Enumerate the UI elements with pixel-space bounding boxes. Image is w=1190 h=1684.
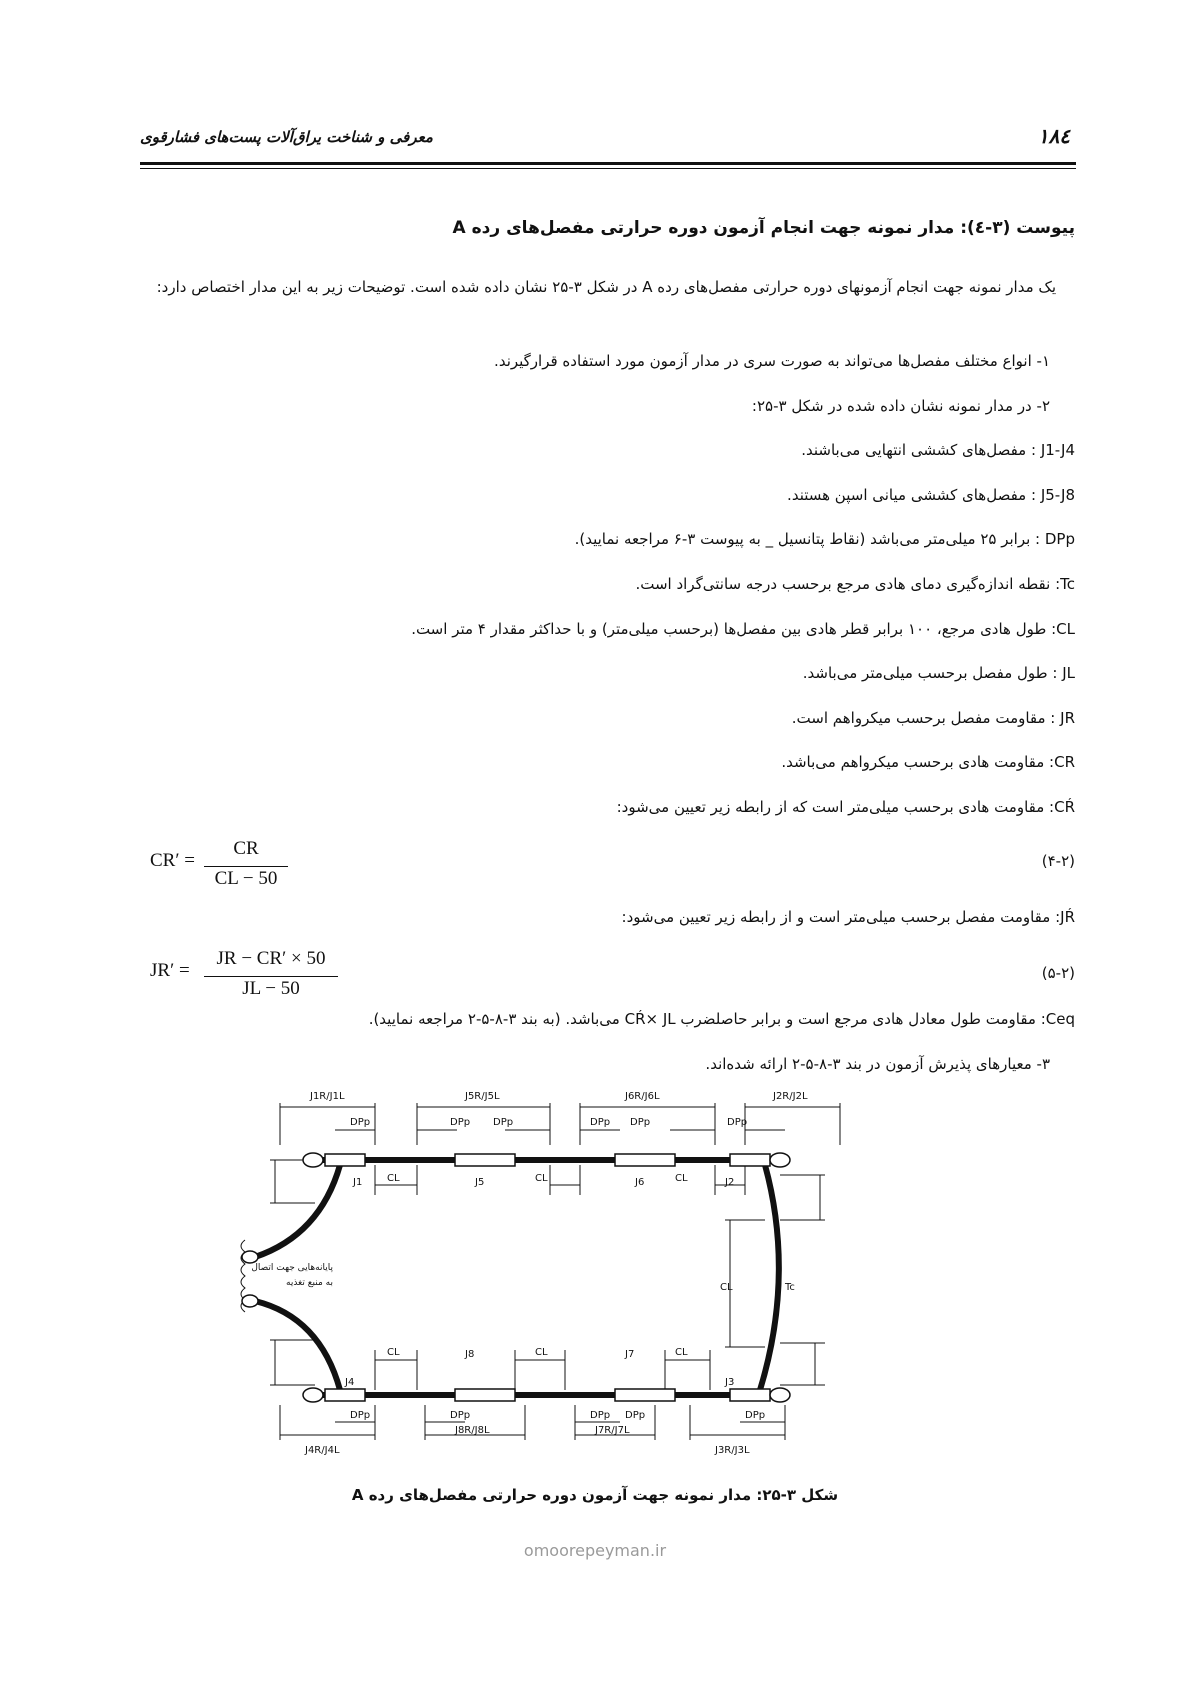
equation-cr-prime (150, 838, 290, 898)
label-cl-vertical: CL (720, 1282, 733, 1293)
eq2-fraction-bar (204, 976, 338, 977)
label-j6r: J6R/J6L (625, 1091, 660, 1102)
label-j7r: J7R/J7L (595, 1425, 630, 1436)
def-ceq: Ceq: مقاومت طول معادل هادی مرجع است و برابر حاصلضرب CŔ× JL می‌باشد. (به بند ۳-۸-۵-۲ مراجعه نمایید). (368, 1010, 1075, 1028)
equation-jr-prime (150, 948, 340, 1008)
def-cr-prime: CŔ: مقاومت هادی برحسب میلی‌متر است که از رابطه زیر تعیین می‌شود: (616, 798, 1075, 816)
label-j5r: J5R/J5L (465, 1091, 500, 1102)
def-cr: CR: مقاومت هادی برحسب میکرواهم می‌باشد. (781, 753, 1075, 771)
label-dpp-6: DPp (727, 1117, 748, 1128)
label-j4: J4 (345, 1377, 355, 1388)
label-dpp-4: DPp (590, 1117, 611, 1128)
eq1-number: (۴-۲) (1041, 852, 1075, 870)
item-3: ۳- معیارهای پذیرش آزمون در بند ۳-۸-۵-۲ ارائه شده‌اند. (705, 1055, 1050, 1073)
label-j4r: J4R/J4L (305, 1445, 340, 1456)
item-1: ۱- انواع مختلف مفصل‌ها می‌تواند به صورت سری در مدار آزمون مورد استفاده قرارگیرند. (494, 352, 1050, 370)
def-jr-prime: JŔ: مقاومت مفصل برحسب میلی‌متر است و از رابطه زیر تعیین می‌شود: (621, 908, 1075, 926)
eq1-lhs: CR′ = (150, 850, 195, 871)
label-j2: J2 (725, 1177, 735, 1188)
label-cl-6: CL (675, 1347, 688, 1358)
def-j5-j8: J5-J8 : مفصل‌های کششی میانی اسپن هستند. (787, 486, 1075, 504)
label-j5: J5 (475, 1177, 485, 1188)
eq2-denominator: JL − 50 (242, 978, 300, 999)
label-j8: J8 (465, 1349, 475, 1360)
header-rule-thick (140, 162, 1076, 165)
def-cl: CL: طول هادی مرجع، ۱۰۰ برابر قطر هادی بین مفصل‌ها (برحسب میلی‌متر) و با حداکثر مقدار ۴ متر است. (411, 620, 1075, 638)
label-tc: Tc (785, 1282, 795, 1293)
label-supply-line1: پایانه‌هایی جهت اتصال (251, 1263, 333, 1273)
label-dpp-9: DPp (590, 1410, 611, 1421)
label-cl-4: CL (387, 1347, 400, 1358)
label-dpp-11: DPp (745, 1410, 766, 1421)
def-tc: Tc: نقطه اندازه‌گیری دمای هادی مرجع برحسب درجه سانتی‌گراد است. (635, 575, 1075, 593)
label-j6: J6 (635, 1177, 645, 1188)
label-cl-3: CL (675, 1173, 688, 1184)
test-circuit-figure (225, 1085, 900, 1475)
watermark: omoorepeyman.ir (523, 1541, 667, 1560)
label-dpp-3: DPp (493, 1117, 514, 1128)
eq2-numerator: JR − CR′ × 50 (216, 948, 326, 969)
label-dpp-7: DPp (350, 1410, 371, 1421)
book-title: معرفی و شناخت یراق‌آلات پست‌های فشارقوی (140, 128, 433, 146)
figure-caption: شکل ۳-۲۵: مدار نمونه جهت آزمون دوره حرارتی مفصل‌های رده A (351, 1486, 839, 1504)
def-jl: JL : طول مفصل برحسب میلی‌متر می‌باشد. (802, 664, 1075, 682)
label-j2r: J2R/J2L (773, 1091, 808, 1102)
eq1-denominator: CL − 50 (214, 868, 278, 889)
eq1-numerator: CR (233, 838, 259, 859)
label-j3: J3 (725, 1377, 735, 1388)
def-dpp: DPp : برابر ۲۵ میلی‌متر می‌باشد (نقاط پتانسیل _ به پیوست ۳-۶ مراجعه نمایید). (574, 530, 1075, 548)
item-2: ۲- در مدار نمونه نشان داده شده در شکل ۳-۲۵: (751, 397, 1050, 415)
label-j8r: J8R/J8L (455, 1425, 490, 1436)
label-j1: J1 (353, 1177, 363, 1188)
def-j1-j4: J1-J4 : مفصل‌های کششی انتهایی می‌باشند. (801, 441, 1075, 459)
section-heading: پیوست (۳-٤): مدار نمونه جهت انجام آزمون دوره حرارتی مفصل‌های رده A (452, 218, 1075, 238)
label-dpp-10: DPp (625, 1410, 646, 1421)
label-supply-line2: به منبع تغذیه (286, 1278, 333, 1288)
page-number: ۱۸٤ (1037, 124, 1070, 148)
eq2-lhs: JR′ = (150, 960, 190, 981)
eq1-fraction-bar (204, 866, 288, 867)
header-rule-thin (140, 168, 1076, 169)
label-j1r: J1R/J1L (310, 1091, 345, 1102)
label-cl-1: CL (387, 1173, 400, 1184)
label-dpp-8: DPp (450, 1410, 471, 1421)
label-dpp-2: DPp (450, 1117, 471, 1128)
label-dpp-5: DPp (630, 1117, 651, 1128)
def-jr: JR : مقاومت مفصل برحسب میکرواهم است. (791, 709, 1075, 727)
label-cl-5: CL (535, 1347, 548, 1358)
label-j7: J7 (625, 1349, 635, 1360)
eq2-number: (۵-۲) (1041, 964, 1075, 982)
label-dpp-1: DPp (350, 1117, 371, 1128)
intro-paragraph: یک مدار نمونه جهت انجام آزمونهای دوره حرارتی مفصل‌های رده A در شکل ۳-۲۵ نشان داده شده است. توضیحات زیر به این مدار اختصاص دارد: (156, 278, 1056, 296)
label-j3r: J3R/J3L (715, 1445, 750, 1456)
label-cl-2: CL (535, 1173, 548, 1184)
